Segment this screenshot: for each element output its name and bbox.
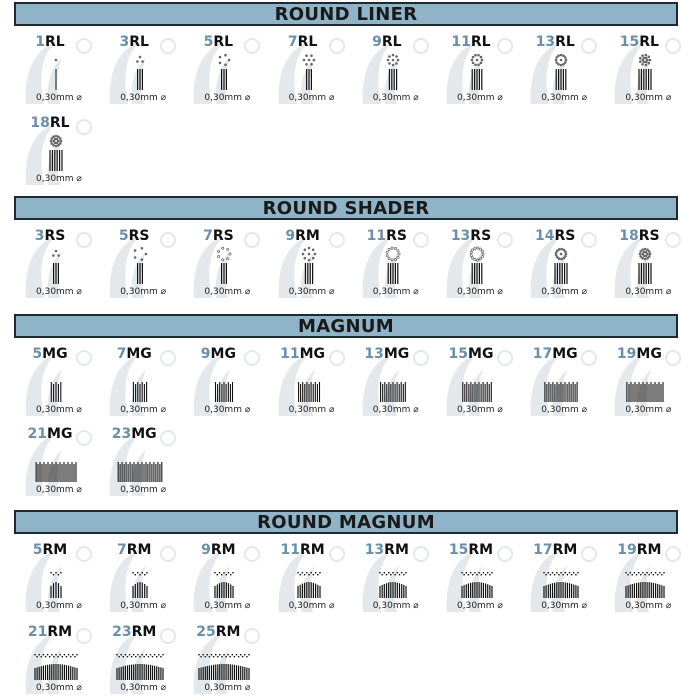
needle-type: RM [468,542,494,558]
needle-type: RM [47,624,73,640]
needle-item-9mg [186,344,270,422]
section-header-mg [14,314,678,338]
needle-code [607,228,671,244]
needle-configuration-icon [110,560,170,600]
needle-code [271,542,335,558]
needle-type: MG [552,346,578,362]
needle-count: 18 [30,115,50,131]
needle-item-17rm [523,540,607,618]
needle-count: 21 [27,624,48,640]
needle-configuration-icon [110,52,170,92]
needle-item-19mg [607,344,691,422]
needle-count: 14 [535,228,555,244]
needle-code [186,346,250,362]
needle-count: 21 [27,426,48,442]
needle-diameter: 0,30mm ⌀ [120,287,167,297]
needle-type: RM [299,542,325,558]
needle-count: 13 [364,346,384,362]
needle-diameter: 0,30mm ⌀ [36,405,82,415]
needle-item-18rl [18,113,102,191]
needle-configuration-icon [447,246,507,286]
needle-code [355,228,419,244]
needle-count: 7 [116,346,127,362]
needle-item-13mg [355,344,439,422]
needle-type: MG [47,426,73,442]
needle-count: 9 [285,228,296,244]
needle-diameter: 0,30mm ⌀ [120,405,167,415]
needle-configuration-icon [363,52,423,92]
needle-configuration-icon [26,444,86,484]
needle-item-5rl [186,32,270,110]
needle-code [186,228,250,244]
needle-diameter: 0,30mm ⌀ [625,601,672,611]
needle-configuration-icon [279,52,339,92]
needle-count: 9 [372,34,382,50]
needle-diameter: 0,30mm ⌀ [457,93,503,103]
needle-count: 11 [280,542,300,558]
needle-item-9rl [355,32,439,110]
needle-item-13rl [523,32,607,110]
needle-type: MG [131,426,157,442]
needle-count: 19 [616,346,637,362]
needle-diameter: 0,30mm ⌀ [120,93,167,103]
needle-item-11mg [271,344,355,422]
needle-configuration-icon [615,560,675,600]
needle-code [102,34,166,50]
needle-item-11rm [271,540,355,618]
needle-configuration-icon [531,364,591,404]
needle-configuration-icon [363,246,423,286]
needle-configuration-icon [615,246,675,286]
needle-item-11rs [355,226,439,304]
needle-diameter: 0,30mm ⌀ [204,405,251,415]
needle-code [607,542,671,558]
needle-count: 25 [196,624,216,640]
needle-code [18,346,82,362]
needle-configuration-icon [26,642,86,682]
needle-code [523,228,587,244]
needle-configuration-icon [26,560,86,600]
needle-item-5rm [18,540,102,618]
needle-code [523,542,587,558]
needle-item-23rm [102,622,186,700]
needle-type: RS [386,228,407,244]
section-header-rs [14,196,678,220]
needle-configuration-icon [531,246,591,286]
needle-diameter: 0,30mm ⌀ [457,405,503,415]
needle-diameter: 0,30mm ⌀ [288,287,335,297]
needle-diameter: 0,30mm ⌀ [120,485,167,495]
needle-item-13rm [355,540,439,618]
needle-item-7rs [186,226,270,304]
needle-diameter: 0,30mm ⌀ [372,287,419,297]
needle-diameter: 0,30mm ⌀ [36,601,82,611]
needle-code [439,542,503,558]
needle-configuration-icon [194,52,254,92]
needle-diameter: 0,30mm ⌀ [204,287,251,297]
needle-item-15mg [439,344,523,422]
needle-configuration-icon [531,52,591,92]
needle-item-18rs [607,226,691,304]
needle-type: RL [49,115,70,131]
needle-item-9rm [186,540,270,618]
needle-type: RS [212,228,234,244]
needle-item-3rs [18,226,102,304]
needle-configuration-icon [279,560,339,600]
needle-code [271,346,335,362]
section-title: ROUND SHADER [262,197,430,219]
needle-diameter: 0,30mm ⌀ [372,601,419,611]
needle-type: MG [383,346,410,362]
needle-configuration-icon [110,364,170,404]
needle-diameter: 0,30mm ⌀ [625,287,672,297]
needle-code [439,346,503,362]
needle-count: 7 [203,228,213,244]
needle-code [523,346,587,362]
needle-type: RM [552,542,578,558]
needle-code [102,346,166,362]
needle-configuration-icon [26,364,86,404]
needle-configuration-icon [194,246,254,286]
needle-count: 7 [116,542,127,558]
needle-code [186,624,250,640]
needle-type: RS [554,228,576,244]
needle-count: 13 [535,34,556,50]
needle-diameter: 0,30mm ⌀ [541,601,588,611]
needle-code [607,34,671,50]
needle-count: 5 [118,228,129,244]
needle-configuration-icon [279,364,339,404]
needle-configuration-icon [194,560,254,600]
needle-item-21rm [18,622,102,700]
section-header-rm [14,510,678,534]
needle-code [186,542,250,558]
needle-diameter: 0,30mm ⌀ [288,93,335,103]
section-title: ROUND LINER [274,3,418,25]
needle-code [355,542,419,558]
needle-diameter: 0,30mm ⌀ [541,93,588,103]
needle-item-5rs [102,226,186,304]
needle-type: MG [126,346,152,362]
needle-count: 17 [532,346,553,362]
needle-code [439,34,503,50]
needle-code [271,228,335,244]
needle-diameter: 0,30mm ⌀ [541,287,588,297]
needle-type: RL [470,34,491,50]
needle-diameter: 0,30mm ⌀ [288,601,335,611]
needle-type: RS [44,228,66,244]
needle-item-7rm [102,540,186,618]
needle-type: MG [210,346,236,362]
needle-item-13rs [439,226,523,304]
needle-diameter: 0,30mm ⌀ [372,93,419,103]
needle-item-7rl [271,32,355,110]
needle-count: 5 [32,346,43,362]
needle-configuration-icon [531,560,591,600]
needle-diameter: 0,30mm ⌀ [36,93,82,103]
needle-type: RL [639,34,659,50]
needle-configuration-icon [26,246,86,286]
needle-item-1rl [18,32,102,110]
needle-item-15rm [439,540,523,618]
needle-configuration-icon [110,246,170,286]
needle-configuration-icon [447,52,507,92]
needle-type: RL [213,34,234,50]
needle-code [102,624,166,640]
needle-code [523,34,587,50]
needle-type: RS [128,228,150,244]
needle-count: 13 [364,542,385,558]
needle-diameter: 0,30mm ⌀ [541,405,588,415]
needle-diameter: 0,30mm ⌀ [36,287,82,297]
needle-type: RL [555,34,575,50]
needle-item-7mg [102,344,186,422]
needle-code [102,426,166,442]
needle-item-5mg [18,344,102,422]
needle-configuration-icon [26,133,86,173]
section-title: ROUND MAGNUM [257,511,435,533]
needle-type: MG [299,346,326,362]
needle-count: 3 [34,228,45,244]
needle-count: 15 [448,542,469,558]
needle-item-15rl [607,32,691,110]
needle-count: 3 [119,34,130,50]
needle-configuration-icon [194,364,254,404]
needle-type: RL [45,34,65,50]
needle-count: 19 [617,542,637,558]
needle-count: 11 [280,346,300,362]
needle-diameter: 0,30mm ⌀ [457,601,503,611]
needle-configuration-icon [26,52,86,92]
needle-count: 15 [619,34,640,50]
needle-diameter: 0,30mm ⌀ [120,601,167,611]
needle-type: RM [126,542,152,558]
needle-configuration-icon [615,364,675,404]
section-header-rl [14,2,678,26]
needle-count: 17 [533,542,553,558]
needle-count: 9 [200,346,211,362]
needle-item-3rl [102,32,186,110]
needle-type: RM [384,542,409,558]
needle-code [18,34,82,50]
needle-type: RM [215,624,241,640]
needle-code [102,228,166,244]
needle-type: RM [636,542,662,558]
needle-diameter: 0,30mm ⌀ [372,405,419,415]
needle-item-14rs [523,226,607,304]
needle-diameter: 0,30mm ⌀ [204,93,251,103]
needle-code [186,34,250,50]
needle-count: 11 [451,34,471,50]
needle-type: MG [636,346,662,362]
needle-count: 23 [111,426,132,442]
needle-code [18,426,82,442]
needle-code [102,542,166,558]
needle-item-9rm [271,226,355,304]
needle-configuration-icon [279,246,339,286]
needle-count: 9 [201,542,211,558]
needle-code [18,624,82,640]
needle-diameter: 0,30mm ⌀ [36,485,82,495]
needle-count: 1 [35,34,46,50]
needle-diameter: 0,30mm ⌀ [457,287,503,297]
needle-type: MG [468,346,494,362]
needle-diameter: 0,30mm ⌀ [288,405,335,415]
needle-type: RM [210,542,236,558]
needle-count: 5 [203,34,214,50]
needle-diameter: 0,30mm ⌀ [36,683,82,693]
needle-item-23mg [102,424,186,502]
needle-type: RM [131,624,157,640]
needle-item-11rl [439,32,523,110]
needle-code [18,228,82,244]
needle-diameter: 0,30mm ⌀ [625,405,672,415]
needle-diameter: 0,30mm ⌀ [204,683,251,693]
needle-item-17mg [523,344,607,422]
needle-type: RS [470,228,492,244]
needle-item-25rm [186,622,270,700]
needle-type: RL [381,34,402,50]
needle-diameter: 0,30mm ⌀ [120,683,167,693]
needle-diameter: 0,30mm ⌀ [36,174,82,184]
needle-count: 18 [619,228,639,244]
needle-count: 5 [32,542,43,558]
needle-type: MG [42,346,68,362]
needle-code [607,346,671,362]
needle-count: 23 [112,624,132,640]
needle-count: 13 [450,228,471,244]
needle-configuration-icon [363,560,423,600]
needle-count: 15 [448,346,469,362]
needle-type: RL [297,34,318,50]
needle-item-19rm [607,540,691,618]
needle-diameter: 0,30mm ⌀ [625,93,672,103]
needle-type: RM [42,542,68,558]
needle-configuration-icon [447,364,507,404]
section-title: MAGNUM [297,315,394,337]
needle-configuration-icon [615,52,675,92]
needle-count: 11 [366,228,387,244]
needle-code [271,34,335,50]
needle-configuration-icon [447,560,507,600]
needle-type: RL [129,34,149,50]
needle-type: RS [638,228,660,244]
needle-code [355,34,419,50]
needle-code [439,228,503,244]
needle-count: 7 [287,34,298,50]
needle-code [355,346,419,362]
needle-code [18,115,82,131]
needle-configuration-icon [110,444,170,484]
needle-diameter: 0,30mm ⌀ [204,601,251,611]
needle-configuration-icon [194,642,254,682]
needle-configuration-icon [363,364,423,404]
needle-item-21mg [18,424,102,502]
needle-configuration-icon [110,642,170,682]
needle-type: RM [295,228,320,244]
needle-code [18,542,82,558]
